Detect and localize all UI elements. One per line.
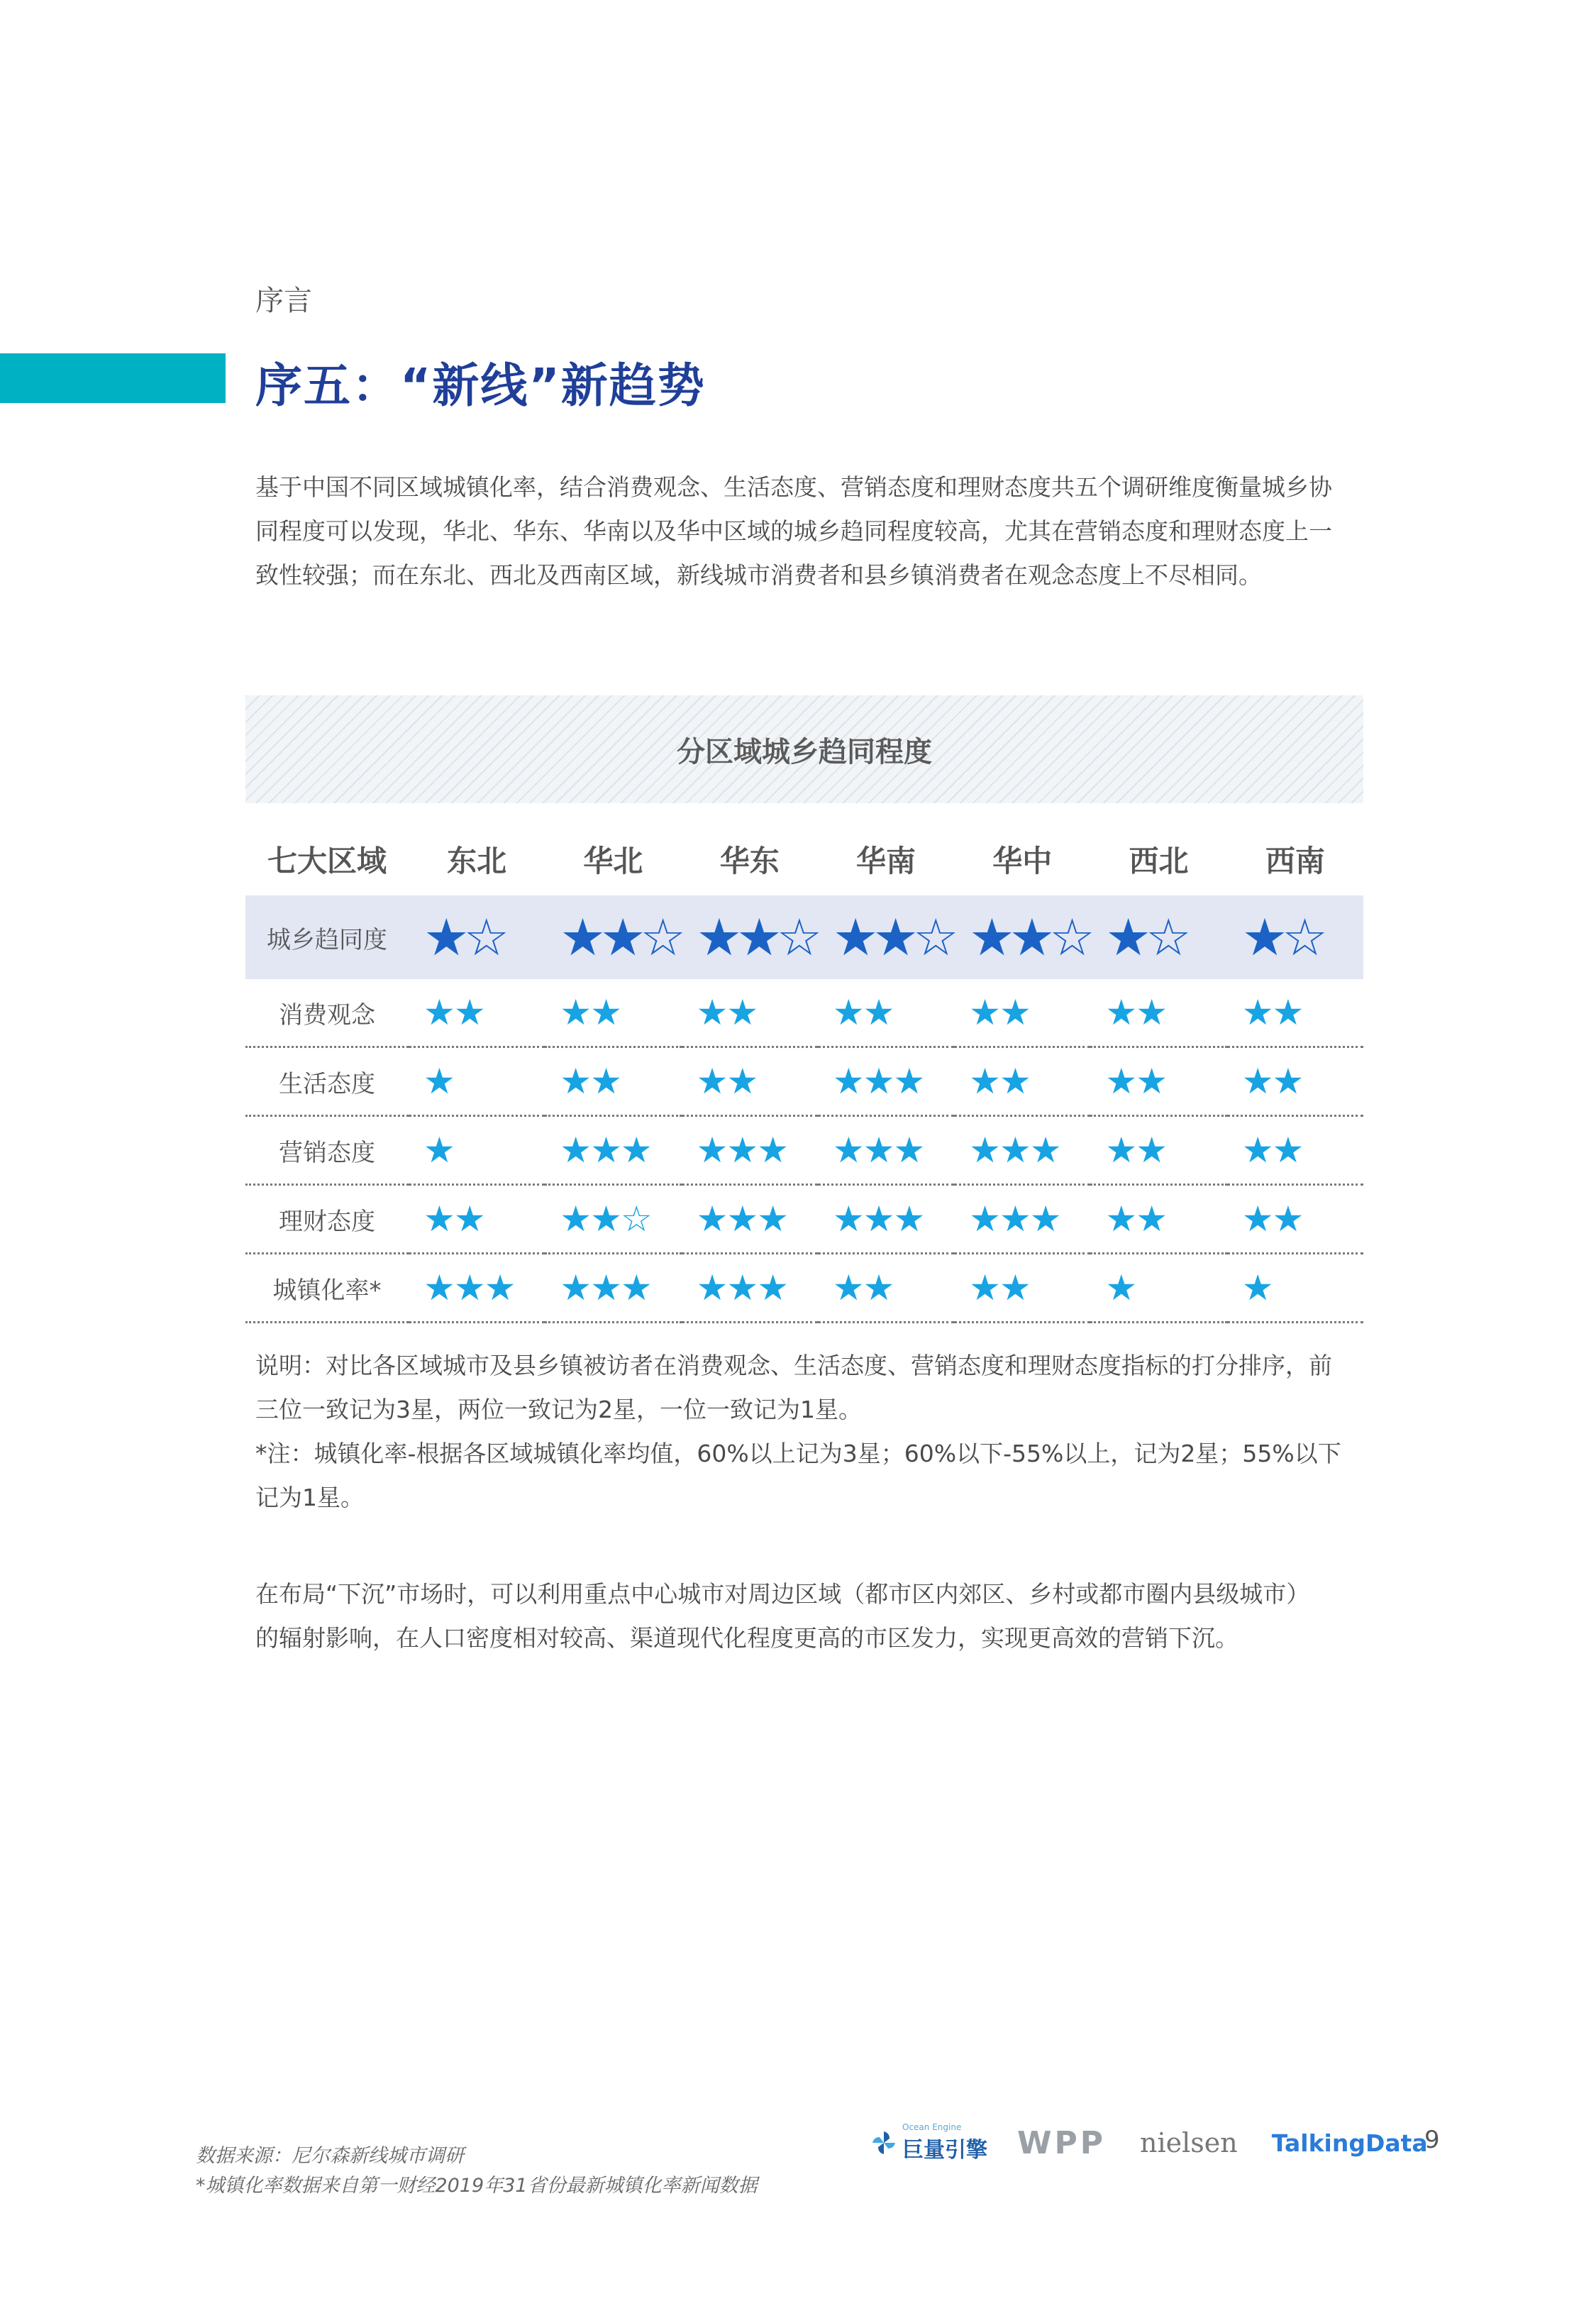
- star-rating: ★★: [969, 1061, 1030, 1102]
- star-rating: ★★: [696, 992, 758, 1033]
- star-rating: ★★★: [423, 1267, 515, 1308]
- rating-cell: [545, 1185, 681, 1254]
- star-rating: ★★: [423, 992, 484, 1033]
- rating-cell: [409, 1254, 545, 1323]
- notes: [255, 1344, 1362, 1520]
- star-rating: ★★★: [696, 1130, 788, 1171]
- star-rating: ★★: [1241, 1061, 1303, 1102]
- rating-cell: [1090, 1254, 1226, 1323]
- rating-cell: [1090, 895, 1226, 979]
- star-rating: ★★★: [832, 1130, 924, 1171]
- accent-bar: [0, 353, 226, 403]
- note-line: 记为1星。: [255, 1484, 364, 1511]
- rating-cell: [954, 895, 1090, 979]
- star-rating: ★: [423, 1130, 454, 1171]
- star-rating: ★★★: [969, 1130, 1060, 1171]
- star-rating: ★: [423, 1061, 454, 1102]
- talkingdata-logo: TalkingData: [1271, 2129, 1428, 2157]
- rating-cell: [545, 1047, 681, 1116]
- column-header-huanan: 华南: [855, 844, 916, 878]
- column-header-dongbei: 东北: [447, 844, 507, 878]
- star-rating: ★☆: [1105, 907, 1186, 967]
- star-rating: ★★: [1241, 992, 1303, 1033]
- ocean-engine-cn: 巨量引擎: [902, 2138, 987, 2163]
- region-rating-table: [245, 823, 1363, 1323]
- source-line: *城镇化率数据来自第一财经2019年31省份最新城镇化率新闻数据: [196, 2175, 758, 2197]
- source-line: 数据来源：尼尔森新线城市调研: [196, 2145, 464, 2167]
- page-title: 序五：“新线”新趋势: [255, 358, 706, 413]
- star-rating: ★★: [423, 1198, 484, 1240]
- star-rating: ★★★: [832, 1198, 924, 1240]
- star-rating: ★★: [832, 992, 894, 1033]
- footer-source: [196, 2141, 758, 2201]
- rating-cell: [545, 979, 681, 1047]
- rating-cell: [954, 1116, 1090, 1185]
- rating-cell: [409, 979, 545, 1047]
- row-label: 城镇化率*: [245, 1254, 409, 1323]
- rating-cell: [682, 979, 818, 1047]
- closing-line: 在布局“下沉”市场时，可以利用重点中心城市对周边区域（都市区内郊区、乡村或都市圈内县级城市）: [255, 1580, 1310, 1608]
- table-header-row: [245, 823, 1363, 895]
- table-title: 分区域城乡趋同程度: [677, 735, 932, 768]
- rating-cell: [409, 1185, 545, 1254]
- page-number: 9: [1424, 2126, 1440, 2154]
- star-rating: ★★: [1105, 1061, 1167, 1102]
- star-rating: ★★☆: [696, 907, 817, 967]
- rating-cell: [409, 1116, 545, 1185]
- table-row: [245, 979, 1363, 1047]
- rating-cell: [818, 895, 954, 979]
- star-rating: ★★★: [560, 1130, 651, 1171]
- star-rating: ★★: [832, 1267, 894, 1308]
- row-label: 生活态度: [245, 1047, 409, 1116]
- rating-cell: [1227, 1185, 1363, 1254]
- star-rating: ★★☆: [560, 1198, 651, 1240]
- star-rating: ★★☆: [832, 907, 953, 967]
- star-rating: ★★: [1241, 1130, 1303, 1171]
- note-line: *注：城镇化率-根据各区域城镇化率均值，60%以上记为3星；60%以下-55%以上，记为2星；55%以下: [255, 1440, 1341, 1467]
- column-header-huazhong: 华中: [992, 844, 1053, 878]
- rating-cell: [409, 1047, 545, 1116]
- section-label: 序言: [255, 285, 312, 317]
- ocean-engine-en: Ocean Engine: [902, 2122, 962, 2132]
- table-title-banner: [245, 695, 1363, 803]
- star-rating: ★: [1105, 1267, 1136, 1308]
- column-header-huabei: 华北: [583, 844, 643, 878]
- rating-cell: [818, 1185, 954, 1254]
- intro-line: 基于中国不同区域城镇化率，结合消费观念、生活态度、营销态度和理财态度共五个调研维度衡量城乡协: [255, 473, 1332, 501]
- pinwheel-icon: [870, 2129, 898, 2157]
- closing-paragraph: [255, 1572, 1362, 1660]
- star-rating: ★★★: [696, 1267, 788, 1308]
- intro-line: 同程度可以发现，华北、华东、华南以及华中区域的城乡趋同程度较高，尤其在营销态度和理财态度上一: [255, 517, 1332, 545]
- rating-cell: [1227, 1047, 1363, 1116]
- column-header-xibei: 西北: [1129, 844, 1189, 878]
- ocean-engine-logo: [870, 2122, 987, 2163]
- table-row: [245, 1185, 1363, 1254]
- note-line: 三位一致记为3星，两位一致记为2星，一位一致记为1星。: [255, 1396, 862, 1423]
- star-rating: ★★: [1105, 1198, 1167, 1240]
- star-rating: ★★: [696, 1061, 758, 1102]
- intro-line: 致性较强；而在东北、西北及西南区域，新线城市消费者和县乡镇消费者在观念态度上不尽相同。: [255, 561, 1262, 589]
- rating-cell: [1227, 1116, 1363, 1185]
- star-rating: ★★★: [832, 1061, 924, 1102]
- row-label: 城乡趋同度: [245, 895, 409, 979]
- star-rating: ★★: [969, 1267, 1030, 1308]
- corner-header: 七大区域: [267, 844, 387, 878]
- rating-cell: [818, 979, 954, 1047]
- star-rating: ★★: [1105, 992, 1167, 1033]
- column-header-xinan: 西南: [1265, 844, 1325, 878]
- column-header-huadong: 华东: [719, 844, 780, 878]
- rating-cell: [682, 1116, 818, 1185]
- rating-cell: [1090, 1116, 1226, 1185]
- rating-cell: [954, 1185, 1090, 1254]
- intro-paragraph: [255, 465, 1362, 597]
- table-row: [245, 1254, 1363, 1323]
- rating-cell: [954, 979, 1090, 1047]
- star-rating: ★★★: [560, 1267, 651, 1308]
- rating-cell: [545, 1254, 681, 1323]
- rating-cell: [1090, 1047, 1226, 1116]
- wpp-logo: WPP: [1017, 2124, 1107, 2161]
- rating-cell: [545, 895, 681, 979]
- partner-logos: [870, 2122, 1428, 2164]
- rating-cell: [682, 1254, 818, 1323]
- row-label: 消费观念: [245, 979, 409, 1047]
- rating-cell: [1090, 979, 1226, 1047]
- table-row: [245, 1116, 1363, 1185]
- rating-cell: [818, 1047, 954, 1116]
- row-label: 理财态度: [245, 1185, 409, 1254]
- rating-cell: [954, 1047, 1090, 1116]
- star-rating: ★☆: [1241, 907, 1322, 967]
- rating-cell: [545, 1116, 681, 1185]
- rating-cell: [818, 1116, 954, 1185]
- star-rating: ★★★: [696, 1198, 788, 1240]
- star-rating: ★★: [1241, 1198, 1303, 1240]
- star-rating: ★★☆: [969, 907, 1090, 967]
- rating-cell: [1227, 1254, 1363, 1323]
- rating-cell: [1227, 895, 1363, 979]
- rating-cell: [1227, 979, 1363, 1047]
- star-rating: ★★: [969, 992, 1030, 1033]
- rating-cell: [682, 1047, 818, 1116]
- star-rating: ★☆: [423, 907, 504, 967]
- star-rating: ★: [1241, 1267, 1273, 1308]
- star-rating: ★★☆: [560, 907, 680, 967]
- rating-cell: [818, 1254, 954, 1323]
- rating-cell: [682, 895, 818, 979]
- table-row: [245, 1047, 1363, 1116]
- nielsen-logo: nielsen: [1140, 2127, 1238, 2158]
- rating-cell: [682, 1185, 818, 1254]
- star-rating: ★★: [1105, 1130, 1167, 1171]
- rating-cell: [1090, 1185, 1226, 1254]
- row-label: 营销态度: [245, 1116, 409, 1185]
- rating-cell: [954, 1254, 1090, 1323]
- note-line: 说明：对比各区域城市及县乡镇被访者在消费观念、生活态度、营销态度和理财态度指标的打分排序，前: [255, 1352, 1332, 1379]
- closing-line: 的辐射影响，在人口密度相对较高、渠道现代化程度更高的市区发力，实现更高效的营销下沉。: [255, 1624, 1238, 1652]
- star-rating: ★★: [560, 1061, 621, 1102]
- rating-cell: [409, 895, 545, 979]
- star-rating: ★★: [560, 992, 621, 1033]
- table-row-highlight: [245, 895, 1363, 979]
- star-rating: ★★★: [969, 1198, 1060, 1240]
